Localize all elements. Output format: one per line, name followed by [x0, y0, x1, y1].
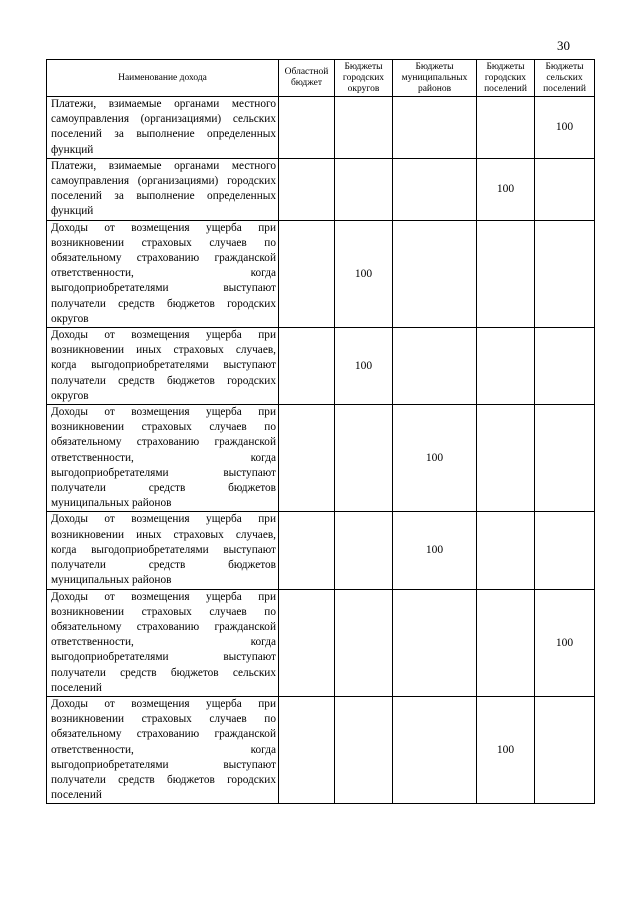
urban-settlement-cell [477, 97, 535, 159]
rural-settlement-cell [535, 328, 595, 405]
regional-budget-cell [279, 589, 335, 696]
urban-settlement-cell: 100 [477, 696, 535, 803]
regional-budget-cell [279, 512, 335, 589]
city-district-cell [335, 405, 393, 512]
header-municipal-district-budgets: Бюджеты муниципальных районов [393, 60, 477, 97]
revenue-name-cell: Доходы от возмещения ущерба при возникновении страховых случаев по обязательному страхованию гражданской ответственности, когда выгодоприобретателями выступают получатели средств бюджетов городских округов [47, 220, 279, 327]
regional-budget-cell [279, 220, 335, 327]
revenue-name-cell: Платежи, взимаемые органами местного самоуправления (организациями) городских поселений за выполнение определенных функций [47, 158, 279, 220]
revenue-distribution-table [46, 59, 595, 804]
municipal-district-cell [393, 696, 477, 803]
urban-settlement-cell: 100 [477, 158, 535, 220]
rural-settlement-cell [535, 512, 595, 589]
page-number: 30 [557, 38, 570, 53]
rural-settlement-cell [535, 696, 595, 803]
rural-settlement-cell [535, 158, 595, 220]
urban-settlement-cell [477, 589, 535, 696]
header-urban-settlement-budgets: Бюджеты городских поселений [477, 60, 535, 97]
table-row [47, 97, 595, 159]
city-district-cell [335, 589, 393, 696]
table-header-row [47, 60, 595, 97]
urban-settlement-cell [477, 328, 535, 405]
header-revenue-name: Наименование дохода [47, 60, 279, 97]
regional-budget-cell [279, 696, 335, 803]
municipal-district-cell [393, 220, 477, 327]
table-row [47, 512, 595, 589]
municipal-district-cell [393, 158, 477, 220]
urban-settlement-cell [477, 405, 535, 512]
regional-budget-cell [279, 158, 335, 220]
revenue-name-cell: Доходы от возмещения ущерба при возникновении иных страховых случаев, когда выгодоприобретателями выступают получатели средств бюджетов городских округов [47, 328, 279, 405]
revenue-name-cell: Доходы от возмещения ущерба при возникновении иных страховых случаев, когда выгодоприобретателями выступают получатели средств бюджетов муниципальных районов [47, 512, 279, 589]
revenue-name-cell: Доходы от возмещения ущерба при возникновении страховых случаев по обязательному страхованию гражданской ответственности, когда выгодоприобретателями выступают получатели средств бюджетов городских поселений [47, 696, 279, 803]
table-row [47, 589, 595, 696]
header-rural-settlement-budgets: Бюджеты сельских поселений [535, 60, 595, 97]
rural-settlement-cell [535, 220, 595, 327]
municipal-district-cell [393, 328, 477, 405]
municipal-district-cell: 100 [393, 405, 477, 512]
table-row [47, 328, 595, 405]
rural-settlement-cell: 100 [535, 97, 595, 159]
municipal-district-cell [393, 97, 477, 159]
revenue-name-cell: Платежи, взимаемые органами местного самоуправления (организациями) сельских поселений за выполнение определенных функций [47, 97, 279, 159]
urban-settlement-cell [477, 220, 535, 327]
urban-settlement-cell [477, 512, 535, 589]
rural-settlement-cell [535, 405, 595, 512]
revenue-name-cell: Доходы от возмещения ущерба при возникновении страховых случаев по обязательному страхованию гражданской ответственности, когда выгодоприобретателями выступают получатели средств бюджетов сельских поселений [47, 589, 279, 696]
city-district-cell [335, 696, 393, 803]
header-regional-budget: Областной бюджет [279, 60, 335, 97]
table-row [47, 158, 595, 220]
city-district-cell [335, 512, 393, 589]
header-city-district-budgets: Бюджеты городских округов [335, 60, 393, 97]
regional-budget-cell [279, 328, 335, 405]
table-row [47, 696, 595, 803]
regional-budget-cell [279, 97, 335, 159]
revenue-name-cell: Доходы от возмещения ущерба при возникновении страховых случаев по обязательному страхованию гражданской ответственности, когда выгодоприобретателями выступают получатели средств бюджетов муниципальных районов [47, 405, 279, 512]
municipal-district-cell [393, 589, 477, 696]
table-row [47, 220, 595, 327]
municipal-district-cell: 100 [393, 512, 477, 589]
city-district-cell: 100 [335, 220, 393, 327]
city-district-cell [335, 97, 393, 159]
city-district-cell: 100 [335, 328, 393, 405]
city-district-cell [335, 158, 393, 220]
rural-settlement-cell: 100 [535, 589, 595, 696]
regional-budget-cell [279, 405, 335, 512]
table-row [47, 405, 595, 512]
